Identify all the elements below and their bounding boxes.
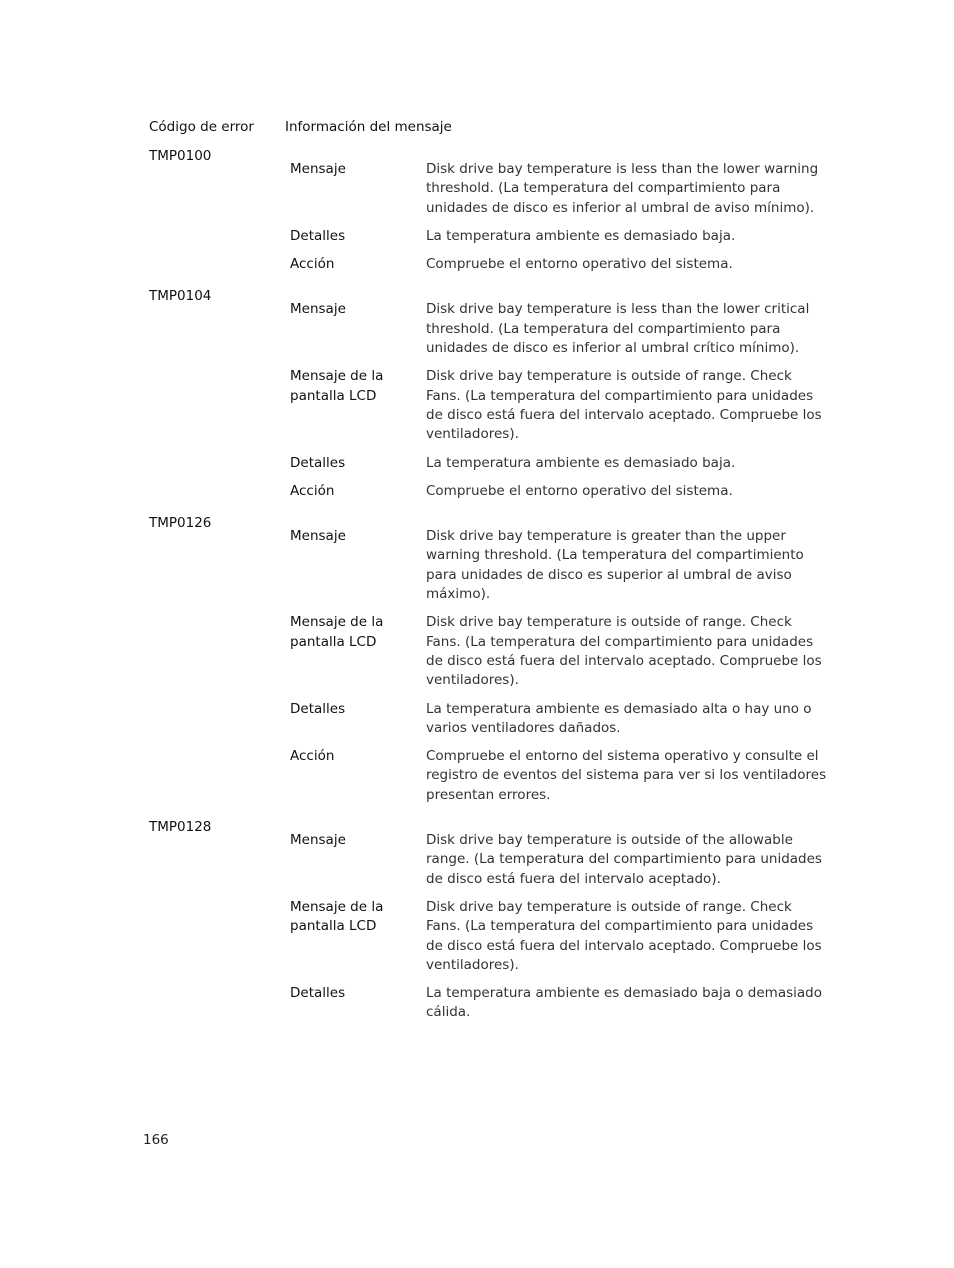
info-row [290,831,839,889]
row-value: Disk drive bay temperature is outside of range. Check Fans. (La temperatura del compartimiento para unidades de disco está fuera del intervalo aceptado. Compruebe los ventiladores). [426,368,822,443]
row-label: Detalles [290,454,346,471]
error-entry [149,819,839,1023]
info-row [290,613,839,690]
row-value: Disk drive bay temperature is outside of range. Check Fans. (La temperatura del compartimiento para unidades de disco está fuera del intervalo aceptado. Compruebe los ventiladores). [426,898,822,973]
entry-rows [290,148,839,274]
entry-rows [290,515,839,805]
info-row [290,367,839,444]
error-entries [149,148,839,1037]
info-row [290,482,839,501]
info-row [290,300,839,358]
info-row [290,700,839,739]
row-label: Acción [290,748,335,765]
row-label: Mensaje [290,528,346,545]
row-value: Compruebe el entorno operativo del sistema. [426,256,733,273]
row-value: Disk drive bay temperature is greater than the upper warning threshold. (La temperatura del compartimiento para unidades de disco es superior al umbral de aviso máximo). [426,528,804,603]
info-row [290,898,839,975]
row-value: Compruebe el entorno operativo del sistema. [426,482,733,499]
row-label: Detalles [290,700,346,717]
row-label: Mensaje [290,161,346,177]
row-label: Detalles [290,227,346,244]
page-number: 166 [143,1132,169,1148]
row-label: Mensaje de la pantalla LCD [290,614,384,650]
header-message-info: Información del mensaje [285,119,452,135]
row-value: La temperatura ambiente es demasiado baja. [426,227,736,244]
error-entry [149,515,839,805]
row-label: Mensaje de la pantalla LCD [290,368,384,404]
row-label: Acción [290,256,335,273]
entry-rows [290,288,839,501]
error-code: TMP0126 [149,515,212,532]
header-error-code: Código de error [149,119,254,135]
info-row [290,227,839,246]
row-value: La temperatura ambiente es demasiado baja o demasiado cálida. [426,985,822,1021]
row-label: Mensaje [290,832,346,849]
row-value: La temperatura ambiente es demasiado alta o hay uno o varios ventiladores dañados. [426,700,812,736]
error-entry [149,148,839,274]
info-row [290,255,839,274]
row-label: Mensaje [290,301,346,318]
error-code: TMP0128 [149,819,212,836]
row-label: Detalles [290,985,346,1002]
entry-rows [290,819,839,1023]
table-header [149,119,452,135]
error-code: TMP0100 [149,148,212,164]
error-code: TMP0104 [149,288,212,305]
row-label: Mensaje de la pantalla LCD [290,898,384,935]
error-entry [149,288,839,501]
info-row [290,527,839,604]
row-value: Compruebe el entorno del sistema operativo y consulte el registro de eventos del sistema para ver si los ventiladores presentan errores. [426,748,827,803]
row-value: Disk drive bay temperature is outside of range. Check Fans. (La temperatura del compartimiento para unidades de disco está fuera del intervalo aceptado. Compruebe los ventiladores). [426,614,822,689]
info-row [290,160,839,218]
info-row [290,454,839,473]
row-value: Disk drive bay temperature is outside of the allowable range. (La temperatura del compartimiento para unidades de disco está fuera del intervalo aceptado). [426,832,822,887]
row-label: Acción [290,482,335,499]
info-row [290,747,839,805]
info-row [290,984,839,1023]
row-value: Disk drive bay temperature is less than the lower warning threshold. (La temperatura del compartimiento para unidades de disco es inferior al umbral de aviso mínimo). [426,161,819,216]
row-value: La temperatura ambiente es demasiado baja. [426,454,736,471]
row-value: Disk drive bay temperature is less than the lower critical threshold. (La temperatura del compartimiento para unidades de disco es inferior al umbral crítico mínimo). [426,301,810,357]
